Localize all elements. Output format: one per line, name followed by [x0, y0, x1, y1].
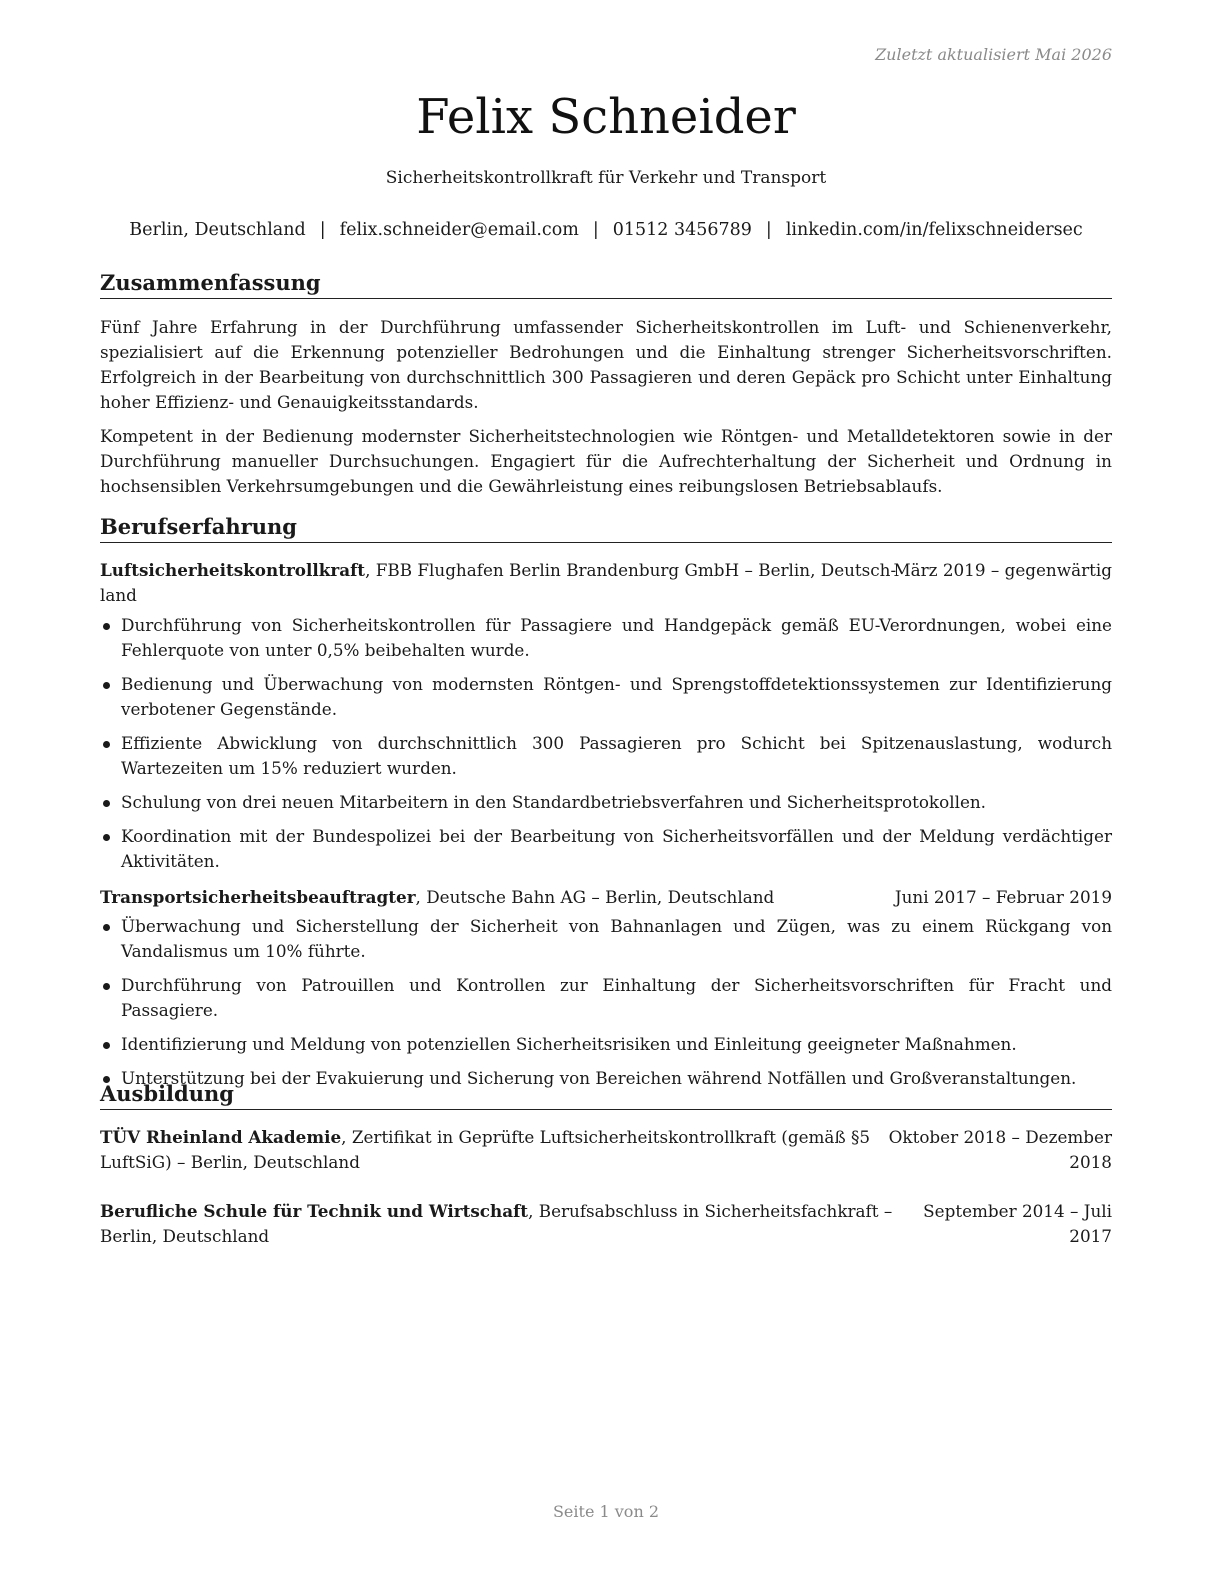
list-item [100, 1032, 1112, 1057]
bullet-icon [103, 800, 110, 807]
contact-separator: | [765, 220, 772, 240]
list-item [100, 824, 1112, 874]
candidate-name: Felix Schneider [416, 89, 796, 145]
list-item [100, 731, 1112, 781]
job-bullet-list [100, 914, 1112, 1100]
bullet-text: Koordination mit der Bundespolizei bei der Bearbeitung von Sicherheitsvorfällen und der Meldung verdächtiger Aktivitäten. [121, 826, 1112, 871]
contact-email[interactable]: felix.schneider@email.com [339, 220, 579, 240]
job-role: Transportsicherheitsbeauftragter [100, 887, 416, 907]
contact-phone[interactable]: 01512 3456789 [612, 220, 752, 240]
education-details-continued: Berlin, Deutschland [100, 1226, 270, 1246]
education-details: , Berufsabschluss in Sicherheitsfachkraft – [528, 1201, 893, 1221]
bullet-icon [103, 924, 110, 931]
job-title-line [100, 885, 774, 910]
section-title-summary: Zusammenfassung [100, 270, 1112, 299]
education-dates: Oktober 2018 – Dezember [888, 1127, 1112, 1147]
education-line [100, 1125, 870, 1150]
list-item [100, 790, 1112, 815]
page-number: Seite 1 von 2 [552, 1502, 660, 1521]
job-dates: März 2019 – gegenwärtig [893, 560, 1112, 580]
education-line [100, 1199, 892, 1224]
bullet-text: Durchführung von Patrouillen und Kontrollen zur Einhaltung der Sicherheitsvorschriften für Fracht und Passagiere. [121, 975, 1112, 1020]
contact-separator: | [319, 220, 326, 240]
bullet-icon [103, 682, 110, 689]
job-title-line [100, 558, 896, 583]
bullet-text: Effiziente Abwicklung von durchschnittlich 300 Passagieren pro Schicht bei Spitzenauslastung, wodurch Wartezeiten um 15% reduziert wurden. [121, 733, 1112, 778]
education-school: Berufliche Schule für Technik und Wirtschaft [100, 1201, 529, 1221]
section-title-experience: Berufserfahrung [100, 514, 1112, 543]
education-entry [100, 1125, 1112, 1175]
education-entry [100, 1199, 1112, 1249]
bullet-text: Durchführung von Sicherheitskontrollen für Passagiere und Handgepäck gemäß EU-Verordnungen, wobei eine Fehlerquote von unter 0,5% beibehalten wurde. [121, 615, 1112, 660]
education-details-continued: LuftSiG) – Berlin, Deutschland [100, 1152, 360, 1172]
job-details: , FBB Flughafen Berlin Brandenburg GmbH – Berlin, Deutsch- [365, 560, 897, 580]
contact-location: Berlin, Deutschland [129, 220, 306, 240]
bullet-text: Schulung von drei neuen Mitarbeitern in den Standardbetriebsverfahren und Sicherheitsprotokollen. [121, 792, 987, 812]
job-role: Luftsicherheitskontrollkraft [100, 560, 366, 580]
contact-separator: | [592, 220, 599, 240]
list-item [100, 672, 1112, 722]
contact-linkedin[interactable]: linkedin.com/in/felixschneidersec [785, 220, 1083, 240]
education-dates-continued: 2018 [1069, 1152, 1112, 1172]
summary-paragraph-1: Fünf Jahre Erfahrung in der Durchführung umfassender Sicherheitskontrollen im Luft- und Schienenverkehr, spezialisiert auf die Erkennung potenzieller Bedrohungen und die Einhaltung strenger Sicherheitsvorschriften. Erfolgreich in der Bearbeitung von durchschnittlich 300 Passagieren und deren Gepäck pro Schicht unter Einhaltung hoher Effizienz- und Genauigkeitsstandards. [100, 317, 1112, 412]
bullet-text: Unterstützung bei der Evakuierung und Sicherung von Bereichen während Notfällen und Großveranstaltungen. [121, 1068, 1077, 1088]
contact-line [100, 220, 1112, 240]
section-title-education: Ausbildung [100, 1081, 1112, 1110]
job-dates: Juni 2017 – Februar 2019 [894, 887, 1112, 907]
candidate-headline: Sicherheitskontrollkraft für Verkehr und Transport [385, 168, 827, 188]
education-school: TÜV Rheinland Akademie [100, 1127, 342, 1147]
last-updated-note: Zuletzt aktualisiert Mai 2026 [875, 45, 1112, 64]
bullet-text: Überwachung und Sicherstellung der Sicherheit von Bahnanlagen und Zügen, was zu einem Rückgang von Vandalismus um 10% führte. [121, 916, 1112, 961]
bullet-icon [103, 623, 110, 630]
bullet-icon [103, 834, 110, 841]
education-dates-continued: 2017 [1069, 1226, 1112, 1246]
list-item [100, 613, 1112, 663]
job-details-continued: land [100, 585, 137, 605]
bullet-icon [103, 983, 110, 990]
resume-page [100, 0, 1112, 1584]
list-item [100, 973, 1112, 1023]
education-details: , Zertifikat in Geprüfte Luftsicherheitskontrollkraft (gemäß §5 [341, 1127, 871, 1147]
bullet-icon [103, 741, 110, 748]
education-dates: September 2014 – Juli [923, 1201, 1112, 1221]
list-item [100, 914, 1112, 964]
job-details: , Deutsche Bahn AG – Berlin, Deutschland [415, 887, 775, 907]
bullet-text: Bedienung und Überwachung von modernsten Röntgen- und Sprengstoffdetektionssystemen zur Identifizierung verbotener Gegenstände. [121, 674, 1112, 719]
bullet-icon [103, 1042, 110, 1049]
bullet-text: Identifizierung und Meldung von potenziellen Sicherheitsrisiken und Einleitung geeigneter Maßnahmen. [121, 1034, 1017, 1054]
job-bullet-list [100, 613, 1112, 883]
summary-paragraph-2: Kompetent in der Bedienung modernster Sicherheitstechnologien wie Röntgen- und Metalldetektoren sowie in der Durchführung manueller Durchsuchungen. Engagiert für die Aufrechterhaltung der Sicherheit und Ordnung in hochsensiblen Verkehrsumgebungen und die Gewährleistung eines reibungslosen Betriebsablaufs. [100, 426, 1112, 496]
